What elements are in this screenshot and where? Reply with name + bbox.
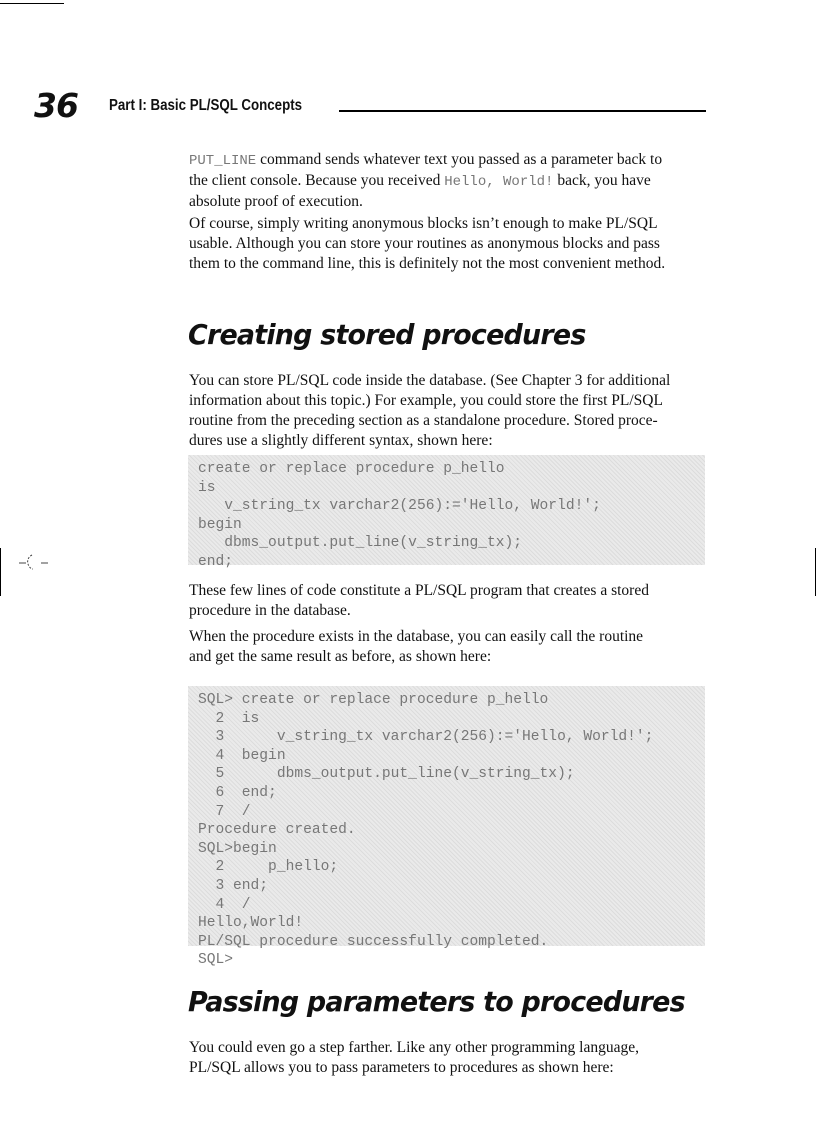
- code-line: SQL> create or replace procedure p_hello: [198, 692, 549, 708]
- paragraph: Of course, simply writing anonymous blocks isn’t enough to make PL/SQL usable. Although you can store your routines as anonymous blocks and pass them to the command line, this is definitely not the most convenient method.: [189, 215, 666, 272]
- section-heading: Creating stored procedures: [188, 318, 586, 351]
- page-number: 36: [34, 86, 78, 125]
- code-line: SQL>: [198, 952, 234, 969]
- inline-code: PUT_LINE: [189, 153, 257, 169]
- code-line: 5 dbms_output.put_line(v_string_tx);: [198, 766, 575, 783]
- code-line: 3 end;: [198, 877, 269, 894]
- header-rule: [339, 110, 706, 112]
- code-line: v_string_tx varchar2(256):='Hello, World!';: [198, 498, 601, 515]
- sql-session-block: [188, 686, 705, 969]
- code-line: dbms_output.put_line(v_string_tx);: [198, 535, 523, 552]
- code-line: 2 p_hello;: [198, 859, 339, 876]
- section-heading: Passing parameters to procedures: [188, 985, 685, 1018]
- code-line: PL/SQL procedure successfully completed.: [198, 933, 549, 950]
- crop-mark: [0, 3, 64, 4]
- intro-line-3: absolute proof of execution.: [189, 193, 363, 210]
- code-line: 3 v_string_tx varchar2(256):='Hello, World!';: [198, 729, 654, 746]
- code-line: end;: [198, 553, 234, 570]
- code-line: 7 /: [198, 803, 251, 820]
- code-line: SQL>begin: [198, 840, 277, 857]
- code-line: 6 end;: [198, 784, 277, 801]
- code-line: Hello,World!: [198, 915, 304, 932]
- registration-mark-icon: [19, 551, 49, 575]
- code-line: Procedure created.: [198, 822, 356, 839]
- inline-code: Hello, World!: [444, 174, 554, 190]
- margin-rule-left: [0, 548, 1, 596]
- code-line: 4 /: [198, 896, 251, 913]
- code-line: begin: [198, 516, 242, 533]
- intro-paragraph: [189, 150, 709, 212]
- paragraph: When the procedure exists in the database, you can easily call the routine and get the same result as before, as shown here:: [189, 628, 644, 665]
- paragraph: These few lines of code constitute a PL/SQL program that creates a stored procedure in the database.: [189, 582, 649, 619]
- code-line: create or replace procedure p_hello: [198, 461, 505, 477]
- paragraph: You can store PL/SQL code inside the database. (See Chapter 3 for additional information about this topic.) For example, you could store the first PL/SQL routine from the preceding section as a standalone procedure. Stored proce- dures use a slightly different syntax, shown here:: [189, 372, 671, 449]
- paragraph: You could even go a step farther. Like any other programming language, PL/SQL allows you to pass parameters to procedures as shown here:: [189, 1039, 639, 1076]
- intro-line-1: PUT_LINE command sends whatever text you passed as a parameter back to: [189, 151, 663, 169]
- code-line: 2 is: [198, 710, 260, 727]
- running-head-title: Part I: Basic PL/SQL Concepts: [109, 97, 303, 114]
- code-line: is: [198, 479, 216, 496]
- code-block: [188, 455, 705, 570]
- code-line: 4 begin: [198, 747, 286, 764]
- intro-line-2: the client console. Because you received Hello, World! back, you have: [189, 172, 651, 190]
